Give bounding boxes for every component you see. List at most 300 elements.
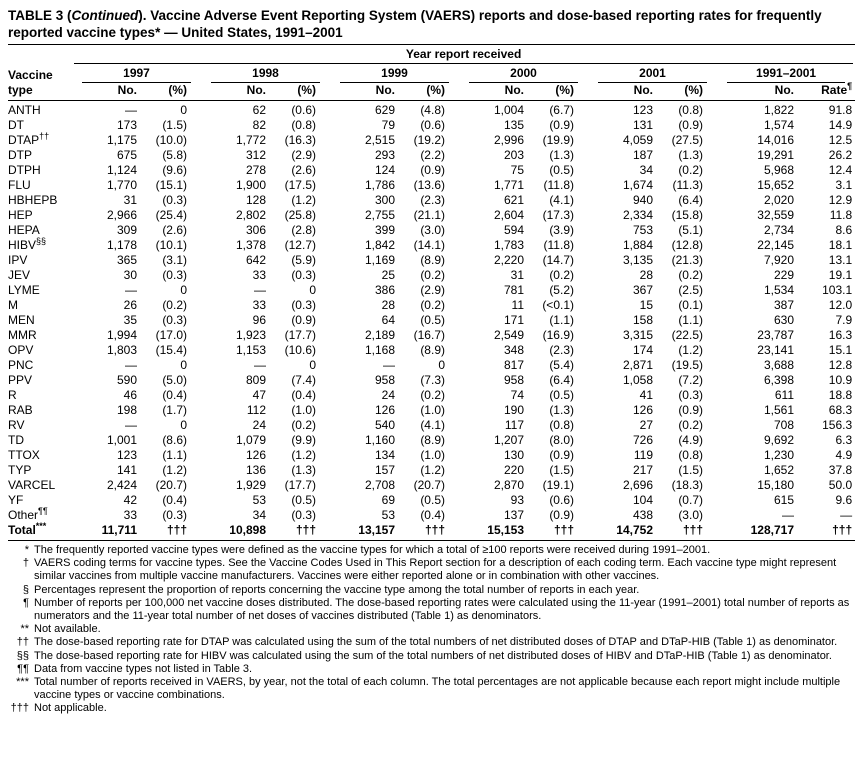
vaccine-row — [8, 298, 855, 313]
count-cell: 2,020 — [763, 193, 794, 207]
corner-cell — [8, 45, 72, 65]
vaccine-type-label: ANTH — [8, 103, 41, 117]
vaccine-type-label: PNC — [8, 358, 34, 372]
vaccine-row — [8, 358, 855, 373]
count-cell: 126 — [374, 403, 395, 417]
rate-header — [797, 83, 855, 101]
percent-cell: (12.8) — [671, 238, 703, 252]
vaccine-row — [8, 373, 855, 388]
count-cell: 7,920 — [763, 253, 794, 267]
percent-cell: (12.7) — [284, 238, 316, 252]
no-header: No. — [588, 83, 656, 101]
rate-cell: 12.8 — [828, 358, 853, 372]
count-cell: 2,802 — [235, 208, 266, 222]
footnote-marker: * — [24, 544, 29, 556]
rate-cell: 11.8 — [829, 208, 853, 222]
percent-cell: (3.1) — [162, 253, 187, 267]
count-cell: 1,771 — [493, 178, 524, 192]
rate-cell: ††† — [797, 523, 855, 541]
count-cell: 726 — [632, 433, 653, 447]
vaccine-type-cell — [8, 253, 72, 268]
rate-cell: 8.6 — [835, 223, 853, 237]
footnote-marker: † — [22, 557, 29, 570]
year-span-label: Year report received — [74, 46, 853, 64]
percent-cell: (20.7) — [155, 478, 187, 492]
percent-cell: (2.8) — [291, 223, 316, 237]
vaccine-row — [8, 193, 855, 208]
footnote-marker: *** — [35, 521, 47, 531]
count-cell: 9,692 — [763, 433, 794, 447]
count-cell: 23,141 — [757, 343, 794, 357]
percent-cell: ††† — [269, 523, 330, 541]
no-header: No. — [717, 83, 797, 101]
percent-cell: (20.7) — [413, 478, 445, 492]
count-cell: 64 — [381, 313, 395, 327]
percent-cell: (0.5) — [549, 388, 574, 402]
count-cell: 1,994 — [106, 328, 137, 342]
percent-cell: (25.4) — [155, 208, 187, 222]
title-rest: ). Vaccine Adverse Event Reporting System (VAERS) reports and dose-based reporting rates for frequently reported vaccine types* — United States, 1991–2001 — [8, 8, 822, 40]
count-cell: 809 — [245, 373, 266, 387]
percent-cell: 0 — [180, 358, 187, 372]
count-cell: 5,968 — [763, 163, 794, 177]
footnote-text: Total number of reports received in VAERS, by year, not the total of each column. The total percentages are not applicable because each report might include multiple vaccine types or vaccine combinations. — [34, 676, 841, 702]
percent-cell: (5.9) — [291, 253, 316, 267]
count-cell: — — [254, 358, 266, 372]
vaccine-row — [8, 178, 855, 193]
vaccine-type-cell — [8, 298, 72, 313]
footnote — [8, 636, 855, 649]
vaccine-row — [8, 343, 855, 358]
footnote-marker: § — [22, 583, 29, 596]
count-cell: 10,898 — [201, 523, 269, 541]
count-cell: 2,220 — [493, 253, 524, 267]
percent-cell: (1.3) — [678, 148, 703, 162]
vaccine-row — [8, 493, 855, 508]
rate-cell: 91.8 — [828, 103, 853, 117]
count-cell: 11 — [511, 298, 524, 312]
count-cell: 1,652 — [763, 463, 794, 477]
title-continued: Continued — [71, 8, 139, 23]
count-cell: 1,058 — [622, 373, 653, 387]
rate-cell: 18.8 — [828, 388, 853, 402]
percent-cell: (0.9) — [420, 163, 445, 177]
vaccine-row — [8, 313, 855, 328]
percent-cell: (1.1) — [549, 313, 574, 327]
count-cell: 2,755 — [364, 208, 395, 222]
count-cell: 1,168 — [364, 343, 395, 357]
vaccine-type-label: Total — [8, 523, 36, 537]
percent-cell: (0.8) — [678, 448, 703, 462]
rate-cell: 103.1 — [822, 283, 853, 297]
count-cell: 128,717 — [717, 523, 797, 541]
count-cell: 198 — [116, 403, 137, 417]
percent-cell: (17.5) — [284, 178, 316, 192]
table-title — [8, 7, 855, 41]
percent-cell: 0 — [180, 418, 187, 432]
count-cell: 2,870 — [493, 478, 524, 492]
percent-cell: (1.5) — [678, 463, 703, 477]
count-cell: 1,842 — [364, 238, 395, 252]
footnote-text: Not available. — [34, 623, 101, 636]
percent-cell: (0.2) — [420, 268, 445, 282]
vaccine-type-cell — [8, 163, 72, 178]
no-header: No. — [459, 83, 527, 101]
count-cell: 300 — [374, 193, 395, 207]
count-cell: 2,708 — [364, 478, 395, 492]
percent-cell: (5.8) — [162, 148, 187, 162]
count-cell: 23,787 — [757, 328, 794, 342]
count-cell: 117 — [504, 418, 524, 432]
count-cell: 26 — [123, 298, 137, 312]
count-cell: 174 — [632, 343, 653, 357]
count-cell: 82 — [252, 118, 266, 132]
count-cell: 611 — [774, 388, 794, 402]
count-cell: 1,783 — [493, 238, 524, 252]
vaccine-type-label: HBHEPB — [8, 193, 58, 207]
year-group-label: 1999 — [340, 65, 449, 83]
vaccine-type-cell — [8, 208, 72, 223]
count-cell: 1,230 — [763, 448, 794, 462]
vaccine-type-cell — [8, 448, 72, 463]
percent-cell: (1.3) — [291, 463, 316, 477]
count-cell: 13,157 — [330, 523, 398, 541]
vaccine-type-cell — [8, 238, 72, 253]
count-cell: 15,153 — [459, 523, 527, 541]
vaccine-type-label: DTPH — [8, 163, 41, 177]
percent-cell: (17.7) — [284, 328, 316, 342]
percent-cell: (4.9) — [678, 433, 703, 447]
percent-cell: (0.4) — [162, 493, 187, 507]
count-cell: — — [125, 358, 137, 372]
percent-cell: (10.0) — [155, 133, 187, 147]
count-cell: 3,315 — [622, 328, 653, 342]
rate-cell: 50.0 — [828, 478, 853, 492]
pct-header: (%) — [398, 83, 459, 101]
no-header: No. — [72, 83, 140, 101]
count-cell: 141 — [116, 463, 137, 477]
count-cell: 171 — [503, 313, 524, 327]
rate-cell: 26.2 — [828, 148, 853, 162]
count-cell: — — [254, 283, 266, 297]
footnote — [8, 676, 855, 702]
no-header: No. — [330, 83, 398, 101]
percent-cell: (2.3) — [420, 193, 445, 207]
count-cell: 630 — [773, 313, 794, 327]
percent-cell: (1.7) — [162, 403, 187, 417]
vaccine-type-label: TTOX — [8, 448, 40, 462]
vaccine-type-cell — [8, 358, 72, 373]
percent-cell: (19.2) — [413, 133, 445, 147]
percent-cell: (1.2) — [420, 463, 445, 477]
percent-cell: (0.2) — [420, 298, 445, 312]
count-cell: 119 — [633, 448, 653, 462]
count-cell: 104 — [632, 493, 653, 507]
percent-cell: (7.3) — [420, 373, 445, 387]
percent-cell: (27.5) — [671, 133, 703, 147]
count-cell: 1,001 — [106, 433, 137, 447]
count-cell: 312 — [245, 148, 266, 162]
percent-cell: (21.3) — [671, 253, 703, 267]
count-cell: 33 — [123, 508, 137, 522]
year-group-1999 — [330, 64, 459, 83]
footnote-marker: ¶¶ — [38, 506, 48, 516]
footnote — [8, 650, 855, 663]
count-cell: 229 — [773, 268, 794, 282]
count-cell: 386 — [374, 283, 395, 297]
count-cell: 136 — [245, 463, 266, 477]
percent-cell: (8.6) — [162, 433, 187, 447]
count-cell: 387 — [773, 298, 794, 312]
vaccine-type-label: LYME — [8, 283, 40, 297]
percent-cell: (2.5) — [678, 283, 703, 297]
footnote — [8, 544, 855, 557]
rate-cell: 19.1 — [828, 268, 853, 282]
percent-cell: (0.5) — [420, 493, 445, 507]
footnote-marker: †† — [16, 636, 29, 649]
percent-cell: (0.9) — [549, 448, 574, 462]
rate-cell: 15.1 — [828, 343, 853, 357]
count-cell: 62 — [252, 103, 266, 117]
percent-cell: (19.1) — [542, 478, 574, 492]
footnote — [8, 584, 855, 597]
count-cell: 173 — [116, 118, 137, 132]
rate-cell: 68.3 — [828, 403, 853, 417]
vaccine-type-label: OPV — [8, 343, 34, 357]
vaccine-row — [8, 463, 855, 478]
percent-cell: (0.9) — [549, 508, 574, 522]
vaccine-row — [8, 148, 855, 163]
count-cell: 2,604 — [493, 208, 524, 222]
count-cell: 31 — [123, 193, 137, 207]
count-cell: — — [383, 358, 395, 372]
vaccine-type-label: RV — [8, 418, 25, 432]
count-cell: 15,652 — [757, 178, 794, 192]
percent-cell: (16.9) — [542, 328, 574, 342]
vaccine-type-cell — [8, 418, 72, 433]
group-header-row — [8, 64, 855, 83]
percent-cell: (0.3) — [678, 388, 703, 402]
count-cell: 958 — [374, 373, 395, 387]
vaccine-row — [8, 101, 855, 119]
percent-cell: (16.3) — [284, 133, 316, 147]
count-cell: 75 — [510, 163, 524, 177]
percent-cell: (5.0) — [162, 373, 187, 387]
vaccine-type-cell — [8, 178, 72, 193]
footnote-text: Not applicable. — [34, 702, 107, 715]
count-cell: 958 — [503, 373, 524, 387]
count-cell: 675 — [116, 148, 137, 162]
percent-cell: (4.8) — [420, 103, 445, 117]
count-cell: 14,016 — [757, 133, 794, 147]
count-cell: 35 — [123, 313, 137, 327]
percent-cell: 0 — [180, 283, 187, 297]
percent-cell: (0.3) — [162, 193, 187, 207]
count-cell: 2,515 — [364, 133, 395, 147]
percent-cell: (1.2) — [291, 193, 316, 207]
count-cell: 940 — [632, 193, 653, 207]
percent-cell: (1.5) — [549, 463, 574, 477]
count-cell: 79 — [381, 118, 395, 132]
count-cell: 15 — [639, 298, 653, 312]
vaccine-row — [8, 403, 855, 418]
vaccine-type-label: DTP — [8, 148, 32, 162]
vaccine-type-label: MEN — [8, 313, 35, 327]
count-cell: 309 — [116, 223, 137, 237]
footnote-text: Data from vaccine types not listed in Table 3. — [34, 662, 253, 675]
vaccine-type-cell — [8, 148, 72, 163]
count-cell: 708 — [773, 418, 794, 432]
vaccine-type-label: IPV — [8, 253, 28, 267]
count-cell: 14,752 — [588, 523, 656, 541]
count-cell: 158 — [632, 313, 653, 327]
percent-cell: (9.6) — [162, 163, 187, 177]
percent-cell: (19.5) — [671, 358, 703, 372]
footnote-marker: ¶ — [23, 596, 29, 609]
count-cell: 2,966 — [106, 208, 137, 222]
vaccine-type-label: TYP — [8, 463, 32, 477]
year-group-label: 1991–2001 — [727, 65, 845, 83]
percent-cell: 0 — [180, 103, 187, 117]
rate-cell: 7.9 — [835, 313, 853, 327]
vaccine-type-cell — [8, 478, 72, 493]
count-cell: 1,770 — [106, 178, 137, 192]
count-cell: 594 — [503, 223, 524, 237]
count-cell: 2,424 — [106, 478, 137, 492]
footnote-marker: *** — [16, 676, 29, 689]
percent-cell: (0.2) — [291, 418, 316, 432]
percent-cell: (0.2) — [420, 388, 445, 402]
percent-cell: (4.1) — [420, 418, 445, 432]
count-cell: 28 — [381, 298, 395, 312]
percent-cell: (0.3) — [291, 298, 316, 312]
count-cell: 131 — [632, 118, 653, 132]
count-cell: 130 — [503, 448, 524, 462]
year-group-1991-2001 — [717, 64, 855, 83]
count-cell: 190 — [503, 403, 524, 417]
vaccine-row — [8, 163, 855, 178]
vaccine-row — [8, 223, 855, 238]
percent-cell: (1.5) — [162, 118, 187, 132]
percent-cell: (17.0) — [155, 328, 187, 342]
rate-cell: 6.3 — [835, 433, 853, 447]
count-cell: 217 — [632, 463, 653, 477]
type-header: type — [8, 83, 72, 101]
percent-cell: (25.8) — [284, 208, 316, 222]
percent-cell: (7.4) — [291, 373, 316, 387]
vaccine-type-cell — [8, 328, 72, 343]
percent-cell: (0.6) — [420, 118, 445, 132]
vaccine-row — [8, 328, 855, 343]
count-cell: 540 — [374, 418, 395, 432]
footnote-text: The dose-based reporting rate for HIBV was calculated using the sum of the total numbers of net distributed doses of HIBV and DTaP-HIB (Table 1) as denominator. — [34, 649, 832, 662]
vaccine-row — [8, 208, 855, 223]
count-cell: 2,996 — [493, 133, 524, 147]
no-header: No. — [201, 83, 269, 101]
count-cell: 399 — [374, 223, 395, 237]
rate-cell: 3.1 — [835, 178, 853, 192]
percent-cell: (16.7) — [413, 328, 445, 342]
percent-cell: (6.7) — [549, 103, 574, 117]
footnote-text: Number of reports per 100,000 net vaccine doses distributed. The dose-based reporting rates were calculated using the 11-year (1991–2001) total number of reports as numerators and the 11-year total number of net doses of vaccines distributed (Table 1) as denominators. — [34, 596, 850, 623]
count-cell: 1,178 — [106, 238, 137, 252]
percent-cell: 0 — [438, 358, 445, 372]
percent-cell: (11.3) — [672, 178, 703, 192]
count-cell: 1,160 — [364, 433, 395, 447]
count-cell: 123 — [116, 448, 137, 462]
percent-cell: (0.3) — [162, 268, 187, 282]
percent-cell: (6.4) — [678, 193, 703, 207]
vaccine-type-label: VARCEL — [8, 478, 56, 492]
percent-cell: (0.9) — [678, 403, 703, 417]
count-cell: 1,674 — [622, 178, 653, 192]
rate-cell: 18.1 — [828, 238, 853, 252]
year-group-label: 1997 — [82, 65, 191, 83]
percent-cell: (18.3) — [671, 478, 703, 492]
count-cell: 128 — [245, 193, 266, 207]
percent-cell: 0 — [309, 358, 316, 372]
percent-cell: (0.4) — [420, 508, 445, 522]
percent-cell: (11.8) — [543, 238, 574, 252]
count-cell: 27 — [639, 418, 653, 432]
count-cell: 1,004 — [493, 103, 524, 117]
percent-cell: (13.6) — [413, 178, 445, 192]
vaccine-type-label: HEP — [8, 208, 33, 222]
count-cell: 1,803 — [106, 343, 137, 357]
percent-cell: (0.2) — [678, 268, 703, 282]
vaccine-type-label: HEPA — [8, 223, 40, 237]
count-cell: 24 — [252, 418, 266, 432]
count-cell: 306 — [245, 223, 266, 237]
percent-cell: (4.1) — [549, 193, 574, 207]
count-cell: 11,711 — [72, 523, 140, 541]
count-cell: 34 — [252, 508, 266, 522]
vaccine-type-label: FLU — [8, 178, 31, 192]
count-cell: 126 — [632, 403, 653, 417]
footnote-marker: §§ — [16, 649, 29, 662]
vaccine-type-cell — [8, 313, 72, 328]
vaccine-row — [8, 433, 855, 448]
percent-cell: (0.4) — [162, 388, 187, 402]
percent-cell: (1.0) — [291, 403, 316, 417]
percent-cell: (5.1) — [678, 223, 703, 237]
percent-cell: (1.0) — [420, 403, 445, 417]
percent-cell: (8.9) — [420, 433, 445, 447]
count-cell: 53 — [381, 508, 395, 522]
count-cell: 590 — [116, 373, 137, 387]
percent-cell: (8.0) — [549, 433, 574, 447]
count-cell: 3,688 — [763, 358, 794, 372]
table-header — [8, 45, 855, 101]
percent-cell: (0.5) — [420, 313, 445, 327]
count-cell: 31 — [510, 268, 524, 282]
vaccine-type-label: MMR — [8, 328, 37, 342]
count-cell: 621 — [503, 193, 524, 207]
count-cell: 34 — [639, 163, 653, 177]
count-cell: 1,207 — [493, 433, 524, 447]
footnote-marker: ††† — [10, 702, 29, 715]
footnote — [8, 557, 855, 583]
percent-cell: (11.8) — [543, 178, 574, 192]
percent-cell: (1.3) — [549, 403, 574, 417]
percent-cell: ††† — [140, 523, 201, 541]
count-cell: 1,923 — [235, 328, 266, 342]
span-header-row — [8, 45, 855, 65]
percent-cell: (0.6) — [291, 103, 316, 117]
count-cell: 367 — [632, 283, 653, 297]
count-cell: 33 — [252, 298, 266, 312]
percent-cell: (0.3) — [291, 508, 316, 522]
